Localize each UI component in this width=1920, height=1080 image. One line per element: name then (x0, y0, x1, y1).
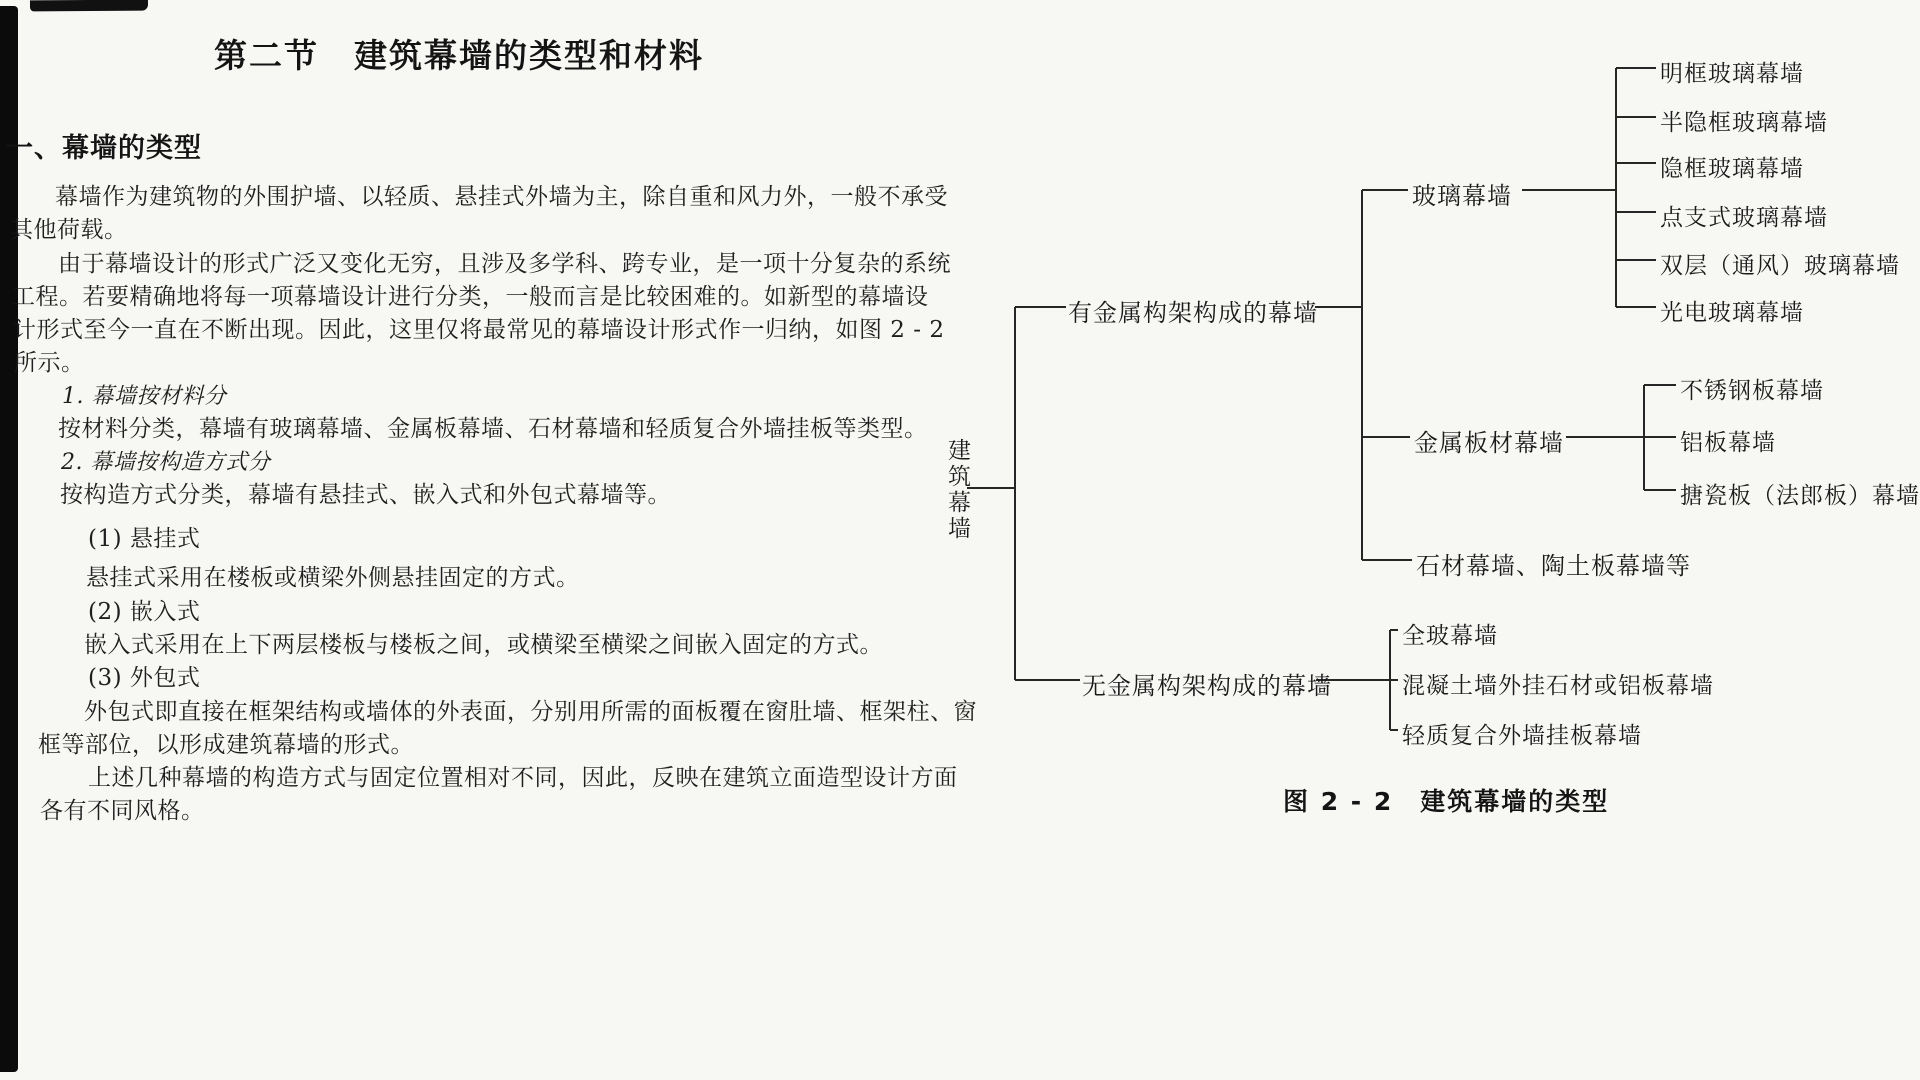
tree-leaf-glass: 点支式玻璃幕墙 (1660, 205, 1828, 231)
tree-leaf-metal: 不锈钢板幕墙 (1680, 378, 1824, 404)
sub-item-3: (3) 外包式 (88, 665, 201, 691)
tree-root-node: 建筑幕墙 (944, 438, 970, 542)
tree-node-glass: 玻璃幕墙 (1412, 182, 1512, 210)
tree-leaf-metal: 铝板幕墙 (1680, 430, 1776, 456)
tree-leaf-glass: 明框玻璃幕墙 (1660, 61, 1804, 87)
body-line: 按材料分类，幕墙有玻璃幕墙、金属板幕墙、石材幕墙和轻质复合外墙挂板等类型。 (58, 416, 928, 442)
tree-leaf-glass: 光电玻璃幕墙 (1660, 300, 1804, 326)
body-line: 嵌入式采用在上下两层楼板与楼板之间，或横梁至横梁之间嵌入固定的方式。 (84, 632, 883, 658)
body-line: 上述几种幕墙的构造方式与固定位置相对不同，因此，反映在建筑立面造型设计方面 (88, 765, 958, 791)
sub-item-1: (1) 悬挂式 (88, 526, 201, 552)
body-line: 由于幕墙设计的形式广泛又变化无穷，且涉及多学科、跨专业，是一项十分复杂的系统 (58, 251, 951, 277)
tree-leaf-no-metal: 轻质复合外墙挂板幕墙 (1402, 723, 1642, 749)
body-line: 框等部位，以形成建筑幕墙的形式。 (38, 732, 414, 758)
list-item-1: 1. 幕墙按材料分 (62, 384, 227, 409)
tree-node-metal-panel: 金属板材幕墙 (1414, 429, 1564, 457)
body-line: 悬挂式采用在楼板或横梁外侧悬挂固定的方式。 (86, 565, 580, 591)
section-heading: 一、幕墙的类型 (6, 133, 202, 164)
tree-leaf-glass: 半隐框玻璃幕墙 (1660, 110, 1828, 136)
page-title: 第二节 建筑幕墙的类型和材料 (214, 36, 704, 75)
list-item-2: 2. 幕墙按构造方式分 (61, 450, 271, 475)
sub-item-2: (2) 嵌入式 (88, 599, 201, 625)
figure-caption: 图 2 - 2 建筑幕墙的类型 (1283, 787, 1610, 816)
tree-node-stone: 石材幕墙、陶土板幕墙等 (1416, 552, 1691, 580)
body-line: 所示。 (14, 350, 85, 376)
body-line: 各有不同风格。 (40, 798, 205, 824)
tree-leaf-glass: 隐框玻璃幕墙 (1660, 156, 1804, 182)
tree-leaf-glass: 双层（通风）玻璃幕墙 (1660, 253, 1900, 279)
body-line: 幕墙作为建筑物的外围护墙、以轻质、悬挂式外墙为主，除自重和风力外，一般不承受 (55, 184, 948, 210)
body-line: 其他荷载。 (10, 217, 128, 243)
body-line: 外包式即直接在框架结构或墙体的外表面，分别用所需的面板覆在窗肚墙、框架柱、窗 (84, 699, 977, 725)
tree-leaf-metal: 搪瓷板（法郎板）幕墙 (1680, 483, 1920, 509)
tree-branch-no-metal-frame: 无金属构架构成的幕墙 (1082, 672, 1332, 700)
tree-leaf-no-metal: 混凝土墙外挂石材或铝板幕墙 (1402, 673, 1714, 699)
body-line: 计形式至今一直在不断出现。因此，这里仅将最常见的幕墙设计形式作一归纳，如图 2 - 2 (13, 317, 945, 343)
body-line: 按构造方式分类，幕墙有悬挂式、嵌入式和外包式幕墙等。 (60, 482, 671, 508)
tree-branch-metal-frame: 有金属构架构成的幕墙 (1068, 299, 1318, 327)
body-line: 工程。若要精确地将每一项幕墙设计进行分类，一般而言是比较困难的。如新型的幕墙设 (12, 284, 929, 310)
tree-leaf-no-metal: 全玻幕墙 (1402, 623, 1498, 649)
